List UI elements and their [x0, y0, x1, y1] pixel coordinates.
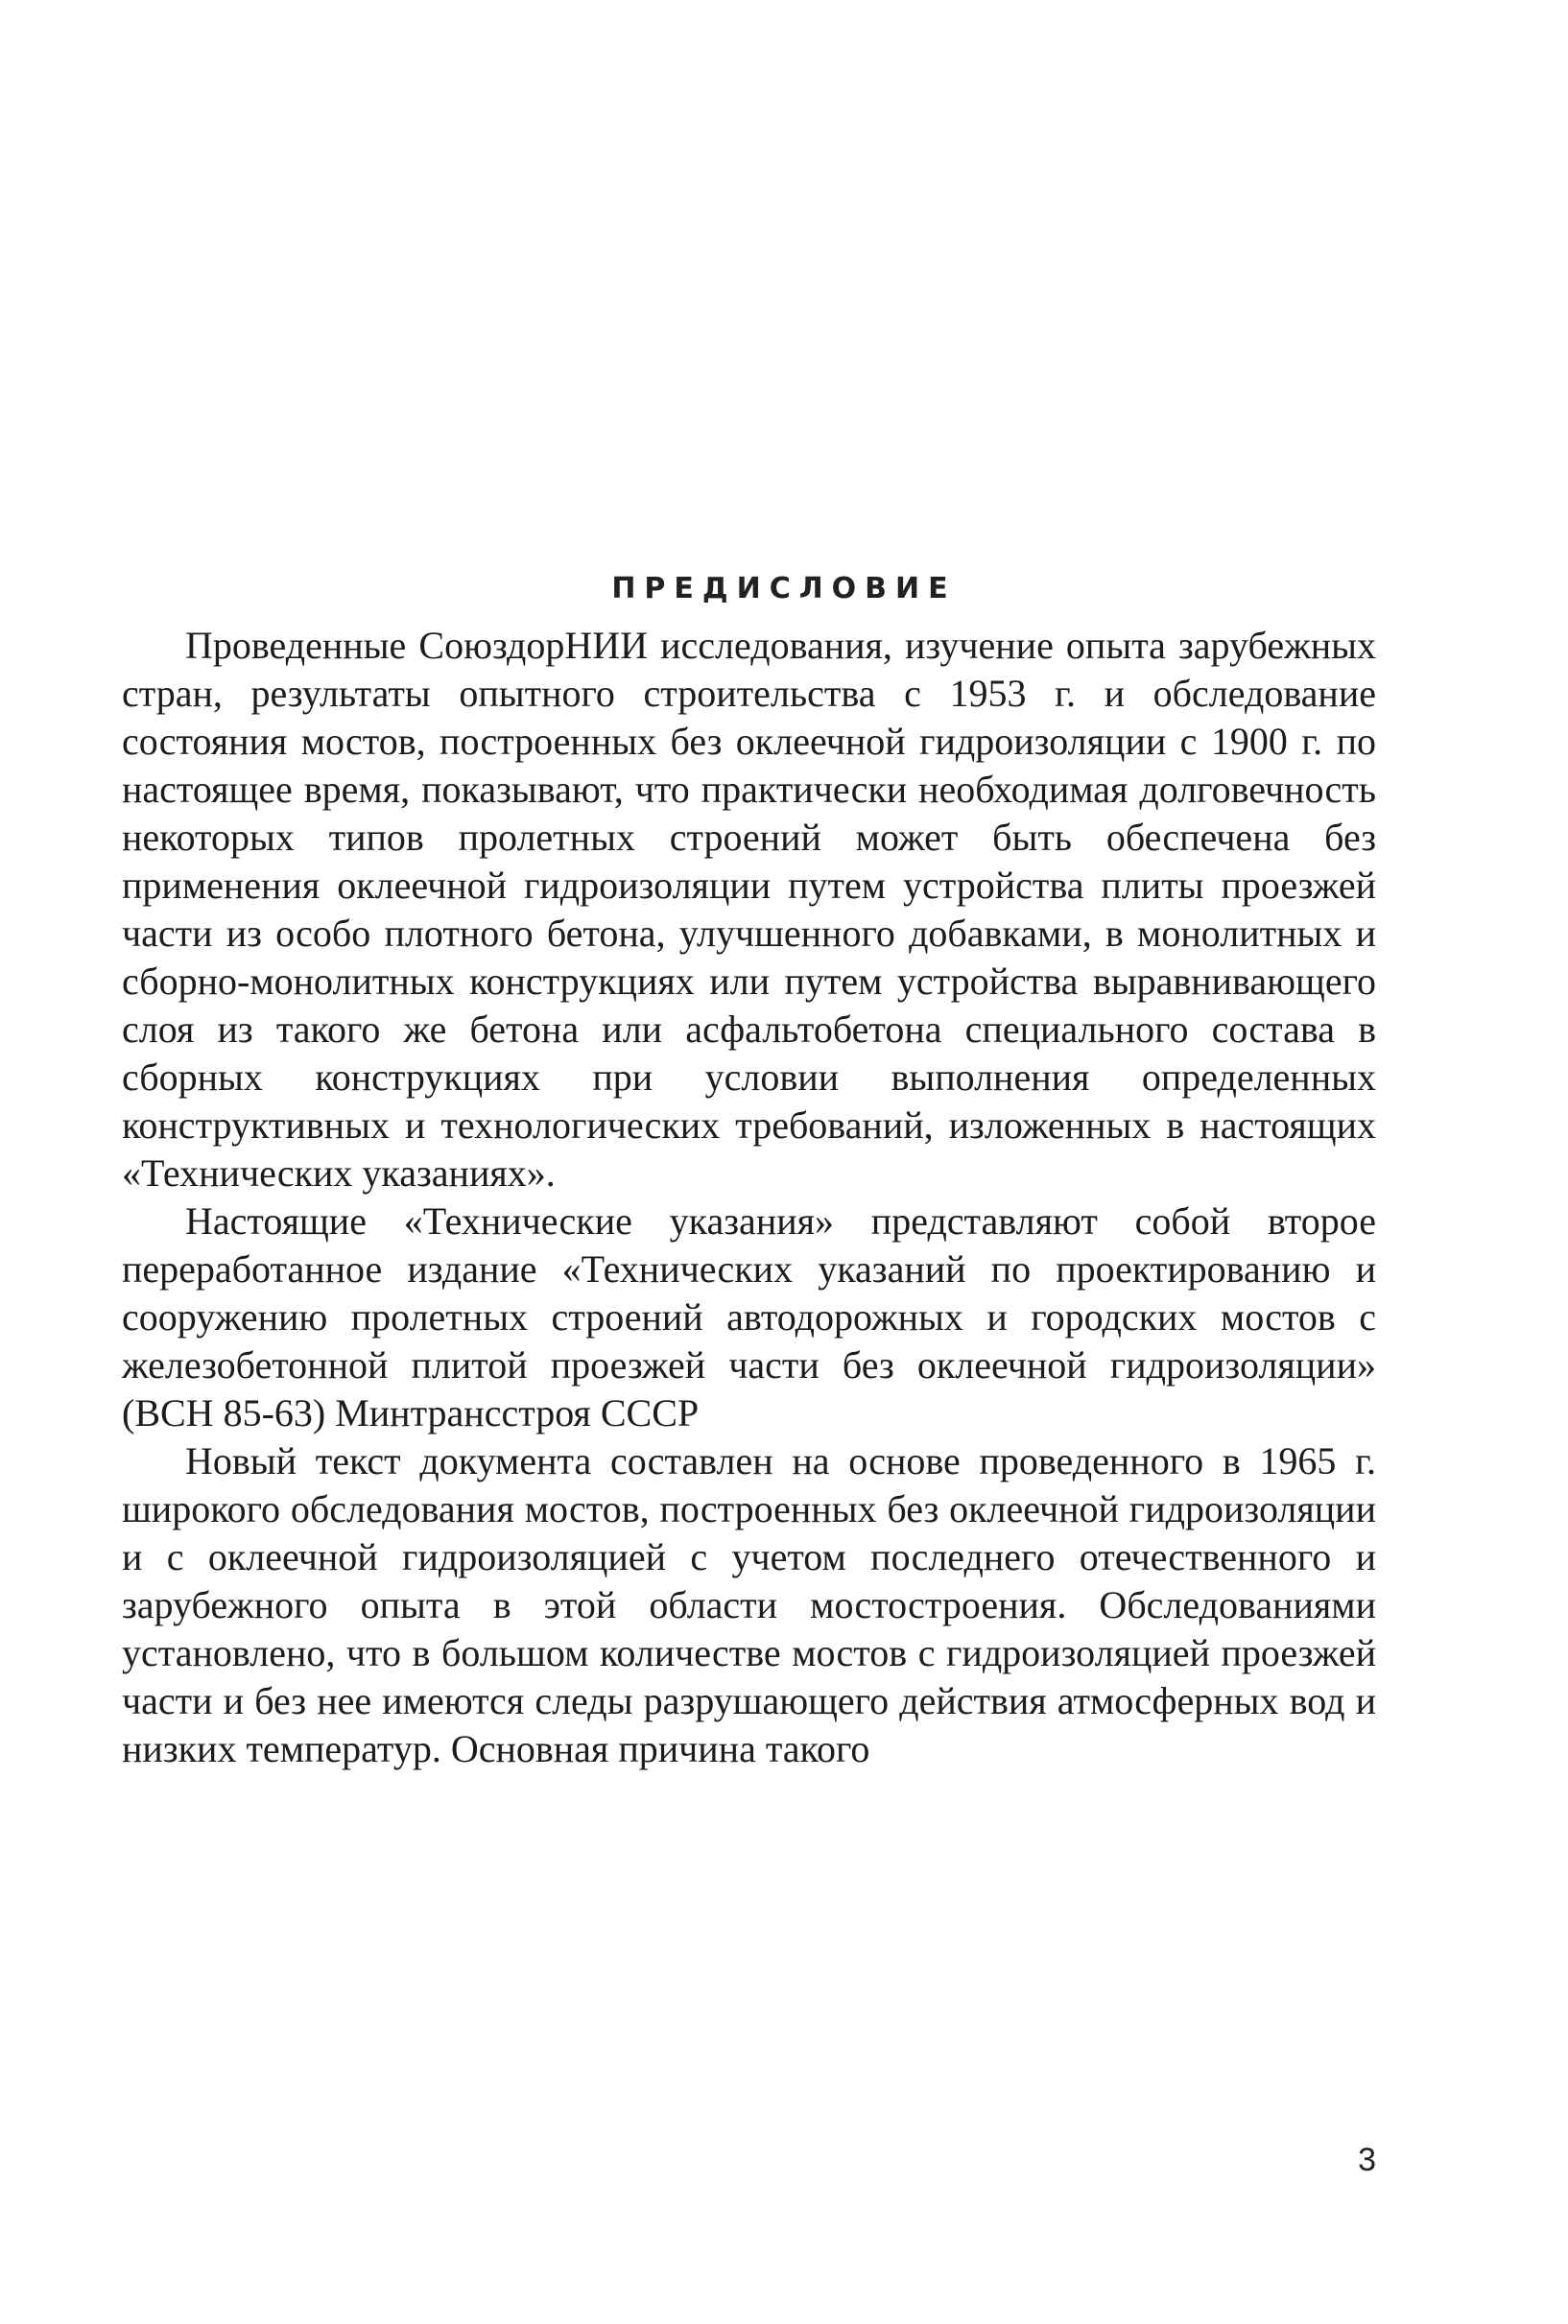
paragraph-3: Новый текст документа составлен на основе проведенного в 1965 г. широкого обследования мостов, построенных без оклеечной гидроизоляции и с оклеечной гидроизоляцией с учетом последнего отечественного и зарубежного опыта в этой области мостостроения. Обследованиями установлено, что в большом количестве мостов с гидроизоляцией проезжей части и без нее имеются следы разрушающего действия атмосферных вод и низких температур. Основная причина такого — [122, 1439, 1376, 1770]
page-number: 3 — [1358, 2142, 1376, 2178]
body-text — [122, 622, 1376, 1773]
page-title: ПРЕДИСЛОВИЕ — [611, 572, 957, 605]
paragraph-2: Настоящие «Технические указания» представляют собой второе переработанное издание «Технических указаний по проектированию и сооружению пролетных строений автодорожных и городских мостов с железобетонной плитой проезжей части без оклеечной гидроизоляции» (ВСН 85-63) Минтрансстроя СССР — [122, 1199, 1376, 1435]
paragraph-1: Проведенные СоюздорНИИ исследования, изучение опыта зарубежных стран, результаты опытного строительства с 1953 г. и обследование состояния мостов, построенных без оклеечной гидроизоляции с 1900 г. по настоящее время, показывают, что практически необходимая долговечность некоторых типов пролетных строений может быть обеспечена без применения оклеечной гидроизоляции путем устройства плиты проезжей части из особо плотного бетона, улучшенного добавками, в монолитных и сборно-монолитных конструкциях или путем устройства выравнивающего слоя из такого же бетона или асфальтобетона специального состава в сборных конструкциях при условии выполнения определенных конструктивных и технологических требований, изложенных в настоящих «Технических указаниях». — [122, 624, 1376, 1195]
